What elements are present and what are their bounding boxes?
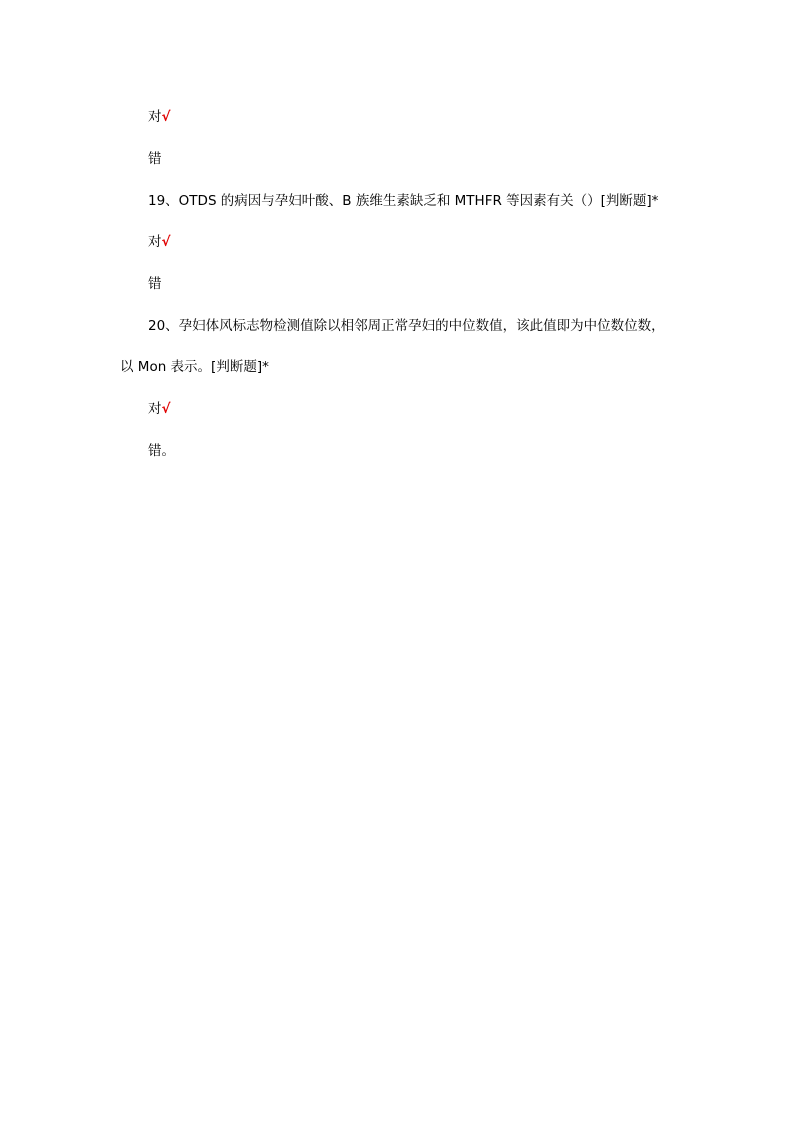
option-label: 错。 xyxy=(148,443,175,459)
checkmark-icon: √ xyxy=(161,401,171,417)
q20-option-wrong xyxy=(148,442,175,460)
q20-question-text-line2: 以 Mon 表示。[判断题]* xyxy=(120,359,269,375)
q19-option-correct xyxy=(148,233,171,251)
option-label: 对 xyxy=(148,401,162,417)
q20-question-text-line1: 20、孕妇体风标志物检测值除以相邻周正常孕妇的中位数值，该此值即为中位数位数， xyxy=(148,318,665,334)
q18-option-wrong xyxy=(148,150,162,168)
q19-question-text: 19、OTDS 的病因与孕妇叶酸、B 族维生素缺乏和 MTHFR 等因素有关（）[判断题]* xyxy=(148,193,659,209)
option-label: 错 xyxy=(148,276,162,292)
option-label: 对 xyxy=(148,109,162,125)
checkmark-icon: √ xyxy=(161,234,171,250)
q20-option-correct xyxy=(148,400,171,418)
q19-option-wrong xyxy=(148,275,162,293)
option-label: 错 xyxy=(148,151,162,167)
q18-option-correct xyxy=(148,108,171,126)
option-label: 对 xyxy=(148,234,162,250)
checkmark-icon: √ xyxy=(161,109,171,125)
